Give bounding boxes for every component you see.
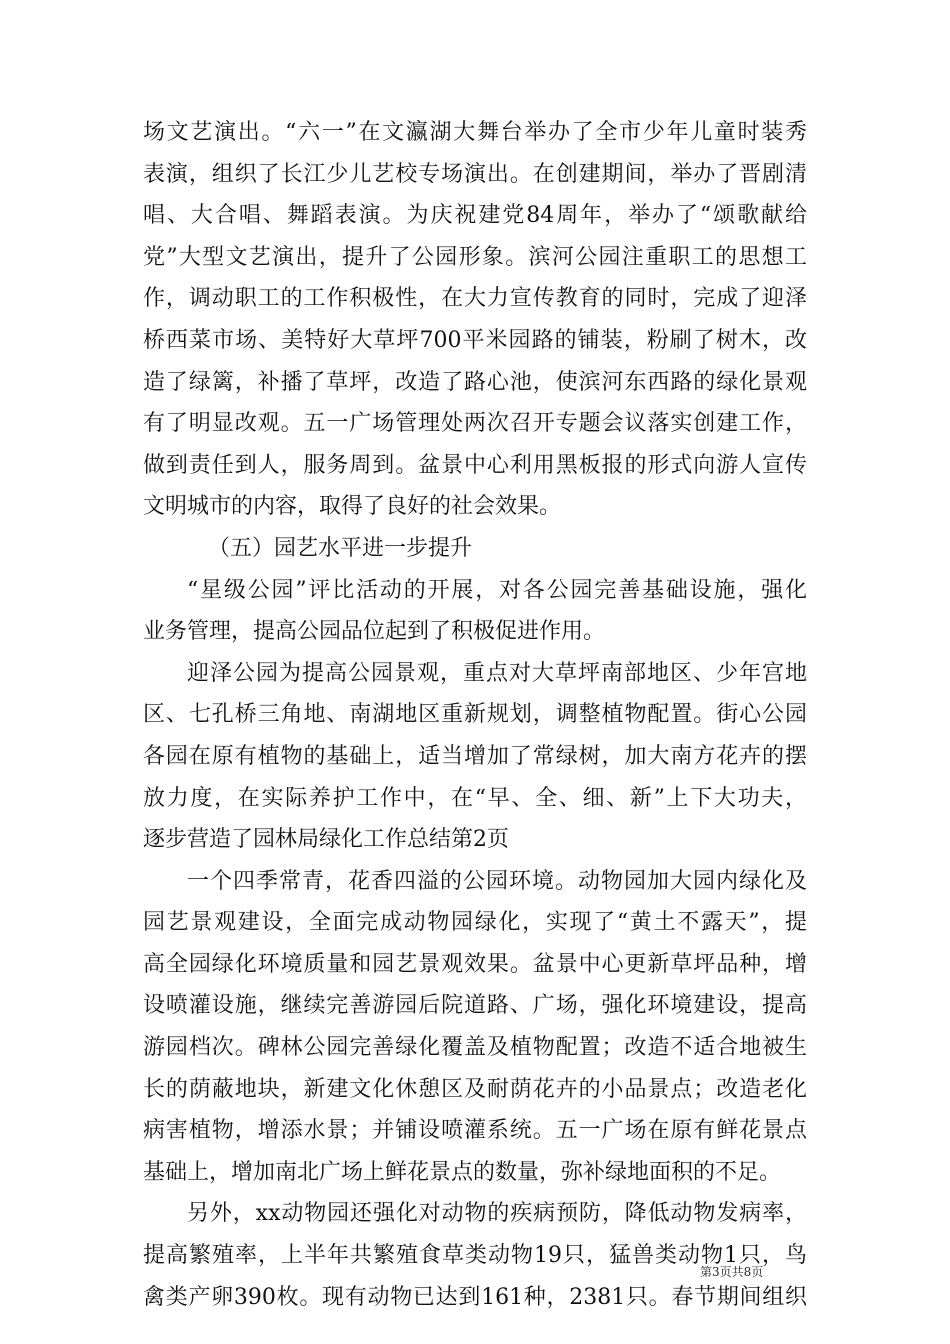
text-line: 党”大型文艺演出，提升了公园形象。滨河公园注重职工的思想工 xyxy=(143,244,807,270)
paragraph xyxy=(143,570,807,653)
text-line: 迎泽公园为提高公园景观，重点对大草坪南部地区、少年宫地 xyxy=(187,660,807,686)
text-line: 另外，xx动物园还强化对动物的疾病预防，降低动物发病率， xyxy=(187,1201,807,1227)
text-line: 禽类产卵390枚。现有动物已达到161种，2381只。春节期间组织 xyxy=(143,1284,807,1310)
paragraph xyxy=(143,112,807,528)
text-line: 文明城市的内容，取得了良好的社会效果。 xyxy=(143,494,562,520)
text-line: 作，调动职工的工作积极性，在大力宣传教育的同时，完成了迎泽 xyxy=(143,286,807,312)
section-heading xyxy=(143,528,807,570)
text-line: 提高繁殖率，上半年共繁殖食草类动物19只，猛兽类动物1只，鸟 xyxy=(143,1243,807,1269)
text-line: 做到责任到人，服务周到。盆景中心利用黑板报的形式向游人宣传 xyxy=(143,452,807,478)
text-line: 病害植物，增添水景；并铺设喷灌系统。五一广场在原有鲜花景点 xyxy=(143,1118,807,1144)
text-line: 各园在原有植物的基础上，适当增加了常绿树，加大南方花卉的摆 xyxy=(143,743,807,769)
text-line: 表演，组织了长江少儿艺校专场演出。在创建期间，举办了晋剧清 xyxy=(143,161,807,187)
text-line: 基础上，增加南北广场上鲜花景点的数量，弥补绿地面积的不足。 xyxy=(143,1159,782,1185)
page-number: 第3页共8页 xyxy=(700,1265,764,1279)
text-line: 造了绿篱，补播了草坪，改造了路心池，使滨河东西路的绿化景观 xyxy=(143,369,807,395)
paragraph xyxy=(143,861,807,1194)
text-line: 放力度，在实际养护工作中，在“早、全、细、新”上下大功夫， xyxy=(143,785,807,811)
document-body xyxy=(143,112,807,1318)
text-line: 园艺景观建设，全面完成动物园绿化，实现了“黄土不露天”，提 xyxy=(143,910,807,936)
paragraph xyxy=(143,1193,807,1318)
text-line: 游园档次。碑林公园完善绿化覆盖及植物配置；改造不适合地被生 xyxy=(143,1035,807,1061)
text-line: “星级公园”评比活动的开展，对各公园完善基础设施，强化 xyxy=(187,577,807,603)
text-line: 高全园绿化环境质量和园艺景观效果。盆景中心更新草坪品种，增 xyxy=(143,951,807,977)
text-line: 区、七孔桥三角地、南湖地区重新规划，调整植物配置。街心公园 xyxy=(143,702,807,728)
text-line: 长的荫蔽地块，新建文化休憩区及耐荫花卉的小品景点；改造老化 xyxy=(143,1076,807,1102)
heading-text: （五）园艺水平进一步提升 xyxy=(208,535,473,561)
text-line: 逐步营造了园林局绿化工作总结第2页 xyxy=(143,827,509,853)
paragraph xyxy=(143,653,807,861)
text-line: 设喷灌设施，继续完善游园后院道路、广场，强化环境建设，提高 xyxy=(143,993,807,1019)
text-line: 桥西菜市场、美特好大草坪700平米园路的铺装，粉刷了树木，改 xyxy=(143,327,807,353)
text-line: 一个四季常青，花香四溢的公园环境。动物园加大园内绿化及 xyxy=(187,868,807,894)
text-line: 有了明显改观。五一广场管理处两次召开专题会议落实创建工作， xyxy=(143,411,807,437)
text-line: 业务管理，提高公园品位起到了积极促进作用。 xyxy=(143,619,606,645)
text-line: 唱、大合唱、舞蹈表演。为庆祝建党84周年，举办了“颂歌献给 xyxy=(143,203,807,229)
text-line: 场文艺演出。“六一”在文瀛湖大舞台举办了全市少年儿童时装秀 xyxy=(143,120,807,145)
